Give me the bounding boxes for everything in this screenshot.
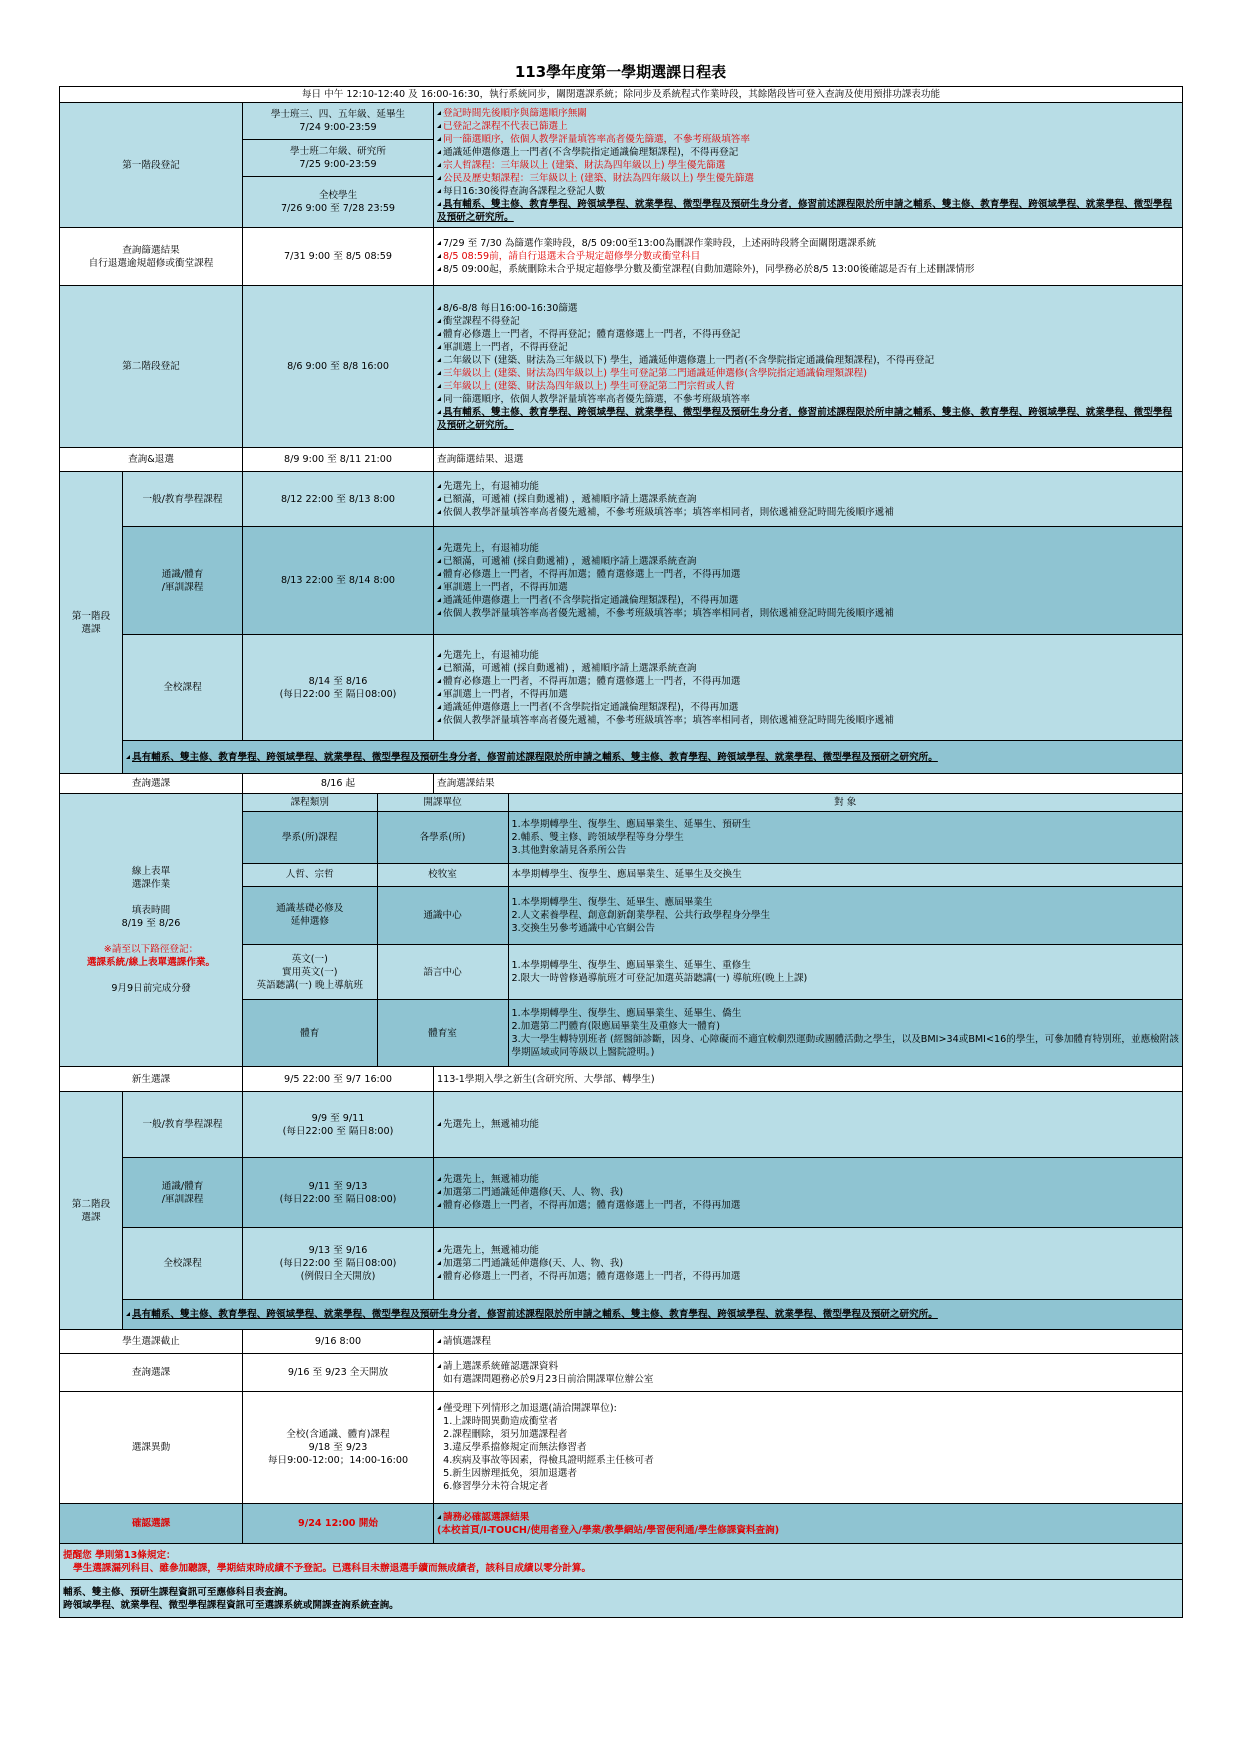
form-cat: 體育: [243, 1000, 377, 1066]
schedule-table: [59, 86, 1183, 1618]
freshman-time: 9/5 22:00 至 9/7 16:00: [243, 1067, 434, 1092]
phase1-sel-note-bold: 具有輔系、雙主修、教育學程、跨領域學程、就業學程、微型學程及預研生身分者，修習前述課程限於所申請之輔系、雙主修、教育學程、跨領域學程、就業學程、微型學程及預研之研究所。: [123, 741, 1183, 774]
bullet-icon: [437, 332, 441, 336]
phase2-sel-general-label: 一般/教育學程課程: [123, 1092, 243, 1158]
reminder: 提醒您 學則第13條規定： 學生選課漏列科目、雖參加聽課，學期結束時成績不予登記。已選科目未辦退選手續而無成績者，該科目成績以零分計算。: [60, 1544, 1183, 1580]
confirm-time: 9/24 12:00 開始: [243, 1504, 434, 1544]
phase1-sel-all-time: 8/14 至 8/16 (每日22:00 至 隔日08:00): [243, 635, 434, 741]
table-row: [243, 1000, 1182, 1066]
bullet-icon: [437, 150, 441, 154]
bullet-icon: [437, 137, 441, 141]
bullet-icon: [437, 718, 441, 722]
bullet-icon: [437, 559, 441, 563]
form-target: 1.本學期轉學生、復學生、應屆畢業生、延畢生、預研生 2.輔系、雙主修、跨領域學程等身分學生 3.其他對象請見各系所公告: [508, 812, 1182, 864]
schedule-page: [59, 58, 1182, 1618]
query-withdraw-time: 8/9 9:00 至 8/11 21:00: [243, 448, 434, 472]
bullet-icon: [437, 358, 441, 362]
table-row: [243, 864, 1182, 887]
bullet-icon: [437, 189, 441, 193]
bullet-icon: [437, 1339, 441, 1343]
query-sel-label: 查詢選課: [60, 774, 243, 794]
phase2-reg-time: 8/6 9:00 至 8/8 16:00: [243, 286, 434, 448]
paper-form-label: 線上表單 選課作業 填表時間 8/19 至 8/26 ※請至以下路徑登記： 選課系統/線上表單選課作業。 9月9日前完成分發: [60, 794, 243, 1067]
bullet-icon: [437, 598, 441, 602]
phase1-reg-label: 第一階段登記: [60, 103, 243, 228]
bullet-icon: [437, 124, 441, 128]
query-withdraw-note: 查詢篩選結果、退選: [434, 448, 1183, 472]
bullet-icon: [437, 1203, 441, 1207]
query-sel-note: 查詢選課結果: [434, 774, 1183, 794]
phase1-sel-all-label: 全校課程: [123, 635, 243, 741]
bullet-icon: [437, 1248, 441, 1252]
phase2-sel-note-bold: 具有輔系、雙主修、教育學程、跨領域學程、就業學程、微型學程及預研生身分者，修習前述課程限於所申請之輔系、雙主修、教育學程、跨領域學程、就業學程、微型學程及預研之研究所。: [123, 1300, 1183, 1330]
form-target: 1.本學期轉學生、復學生、應屆畢業生、延畢生、僑生 2.加選第二門體育(限應屆畢業生及重修大一體育) 3.大一學生轉特別班者 (經醫師診斷，因身、心障礙而不適宜較劇烈運動或團體活動之學生，以及BMI>34或BMI<16的學生，可參加體育特別班，並應檢附該學期區域或同等級以上醫院證明。): [508, 1000, 1182, 1066]
bullet-icon: [437, 1122, 441, 1126]
query1-notes: 7/29 至 7/30 為篩選作業時段，8/5 09:00至13:00為刪課作業時段，上述兩時段將全面關閉選課系統 8/5 08:59前，請自行退選未合乎規定超修學分數或衝堂科目 8/5 09:00起，系統刪除未合乎規定超修學分數及衝堂課程(自動加選除外)，同學務必於8/5 13:00後確認是否有上述刪課情形: [434, 228, 1183, 286]
confirm-label: 確認選課: [60, 1504, 243, 1544]
bullet-icon: [437, 484, 441, 488]
phase1-sel-gened-label: 通識/體育 /軍訓課程: [123, 527, 243, 635]
bullet-icon: [437, 653, 441, 657]
phase2-sel-gened-time: 9/11 至 9/13 (每日22:00 至 隔日08:00): [243, 1158, 434, 1228]
phase1-sel-general-label: 一般/教育學程課程: [123, 472, 243, 527]
freshman-label: 新生選課: [60, 1067, 243, 1092]
form-unit: 體育室: [377, 1000, 508, 1066]
bullet-icon: [437, 585, 441, 589]
phase2-sel-all-time: 9/13 至 9/16 (每日22:00 至 隔日08:00) (例假日全天開放): [243, 1228, 434, 1300]
change-label: 選課異動: [60, 1392, 243, 1504]
query-sel2-time: 9/16 至 9/23 全天開放: [243, 1354, 434, 1392]
bullet-icon: [437, 679, 441, 683]
phase2-reg-label: 第二階段登記: [60, 286, 243, 448]
freshman-note: 113-1學期入學之新生(含研究所、大學部、轉學生): [434, 1067, 1183, 1092]
form-unit: 各學系(所): [377, 812, 508, 864]
query-sel2-label: 查詢選課: [60, 1354, 243, 1392]
table-row: [243, 812, 1182, 864]
bullet-icon: [437, 510, 441, 514]
phase2-sel-general-time: 9/9 至 9/11 (每日22:00 至 隔日8:00): [243, 1092, 434, 1158]
form-unit: 通識中心: [377, 886, 508, 944]
bullet-icon: [437, 1190, 441, 1194]
deadline-label: 學生選課截止: [60, 1330, 243, 1354]
form-unit: 語言中心: [377, 945, 508, 1000]
bullet-icon: [437, 267, 441, 271]
bullet-icon: [437, 1515, 441, 1519]
bullet-icon: [437, 546, 441, 550]
paper-form-grid: [243, 794, 1183, 1067]
phase2-sel-general-notes: 先選先上，無遞補功能: [434, 1092, 1183, 1158]
phase1-sel-gened-notes: 先選先上，有退補功能 已額滿，可遞補 (採自動遞補) ，遞補順序請上選課系統查詢 體育必修選上一門者，不得再加選；體育選修選上一門者，不得再加選 軍訓選上一門者，不得再加選 通識延伸選修選上一門者(不含學院指定通識倫理類課程)，不得再加選 依個人教學評量填答率高者優先遞補，不參考班級填答率；填答率相同者，則依遞補登記時間先後順序遞補: [434, 527, 1183, 635]
form-target: 1.本學期轉學生、復學生、應屆畢業生、延畢生、重修生 2.限大一時曾修過導航班才可登記加選英語聽講(一) 導航班(晚上上課): [508, 945, 1182, 1000]
phase1-reg-sub2: 學士班二年級、研究所 7/25 9:00-23:59: [243, 140, 434, 177]
deadline-time: 9/16 8:00: [243, 1330, 434, 1354]
bullet-icon: [126, 1312, 130, 1316]
bullet-icon: [437, 572, 441, 576]
form-cat: 通識基礎必修及 延伸選修: [243, 886, 377, 944]
phase2-sel-label: 第二階段 選課: [60, 1092, 123, 1330]
bullet-icon: [437, 1177, 441, 1181]
header-note: 每日 中午 12:10-12:40 及 16:00-16:30，執行系統同步，關閉選課系統；除同步及系統程式作業時段，其餘階段皆可登入查詢及使用預排功課表功能: [60, 87, 1183, 103]
phase1-sel-all-notes: 先選先上，有退補功能 已額滿，可遞補 (採自動遞補) ，遞補順序請上選課系統查詢 體育必修選上一門者，不得再加選；體育選修選上一門者，不得再加選 軍訓選上一門者，不得再加選 通識延伸選修選上一門者(不含學院指定通識倫理類課程)，不得再加選 依個人教學評量填答率高者優先遞補，不參考班級填答率；填答率相同者，則依遞補登記時間先後順序遞補: [434, 635, 1183, 741]
page-title: 113學年度第一學期選課日程表: [514, 63, 727, 81]
change-time: 全校(含通識、體育)課程 9/18 至 9/23 每日9:00-12:00；14:00-16:00: [243, 1392, 434, 1504]
form-cat: 英文(一) 實用英文(一) 英語聽講(一) 晚上導航班: [243, 945, 377, 1000]
confirm-notes: 請務必確認選課結果 (本校首頁/I-TOUCH/使用者登入/學業/教學網站/學習便利通/學生修課資料查詢): [434, 1504, 1183, 1544]
query-sel-time: 8/16 起: [243, 774, 434, 794]
change-notes: 僅受理下列情形之加退選(請洽開課單位): 1.上課時間異動造成衝堂者 2.課程刪除，須另加選課程者 3.違反學系擋修規定而無法修習者 4.疾病及事故等因素，得檢具證明經系主任核可者 5.新生因辦理抵免，須加退選者 6.修習學分未符合規定者: [434, 1392, 1183, 1504]
form-header-category: 課程類別: [243, 794, 377, 812]
footer-note: 輔系、雙主修、預研生課程資訊可至應修科目表查詢。 跨領域學程、就業學程、微型學程課程資訊可至選課系統或開課查詢系統查詢。: [60, 1580, 1183, 1618]
bullet-icon: [437, 111, 441, 115]
phase2-sel-gened-label: 通識/體育 /軍訓課程: [123, 1158, 243, 1228]
bullet-icon: [437, 1406, 441, 1410]
query1-label: 查詢篩選結果 自行退選逾規超修或衝堂課程: [60, 228, 243, 286]
bullet-icon: [437, 384, 441, 388]
query-withdraw-label: 查詢&退選: [60, 448, 243, 472]
bullet-icon: [437, 371, 441, 375]
form-cat: 人哲、宗哲: [243, 864, 377, 887]
phase1-sel-general-notes: 先選先上，有退補功能 已額滿，可遞補 (採自動遞補) ，遞補順序請上選課系統查詢 依個人教學評量填答率高者優先遞補，不參考班級填答率；填答率相同者，則依遞補登記時間先後順序遞補: [434, 472, 1183, 527]
deadline-note: 請慎選課程: [434, 1330, 1183, 1354]
phase2-sel-all-notes: 先選先上，無遞補功能 加選第二門通識延伸選修(天、人、物、我) 體育必修選上一門者，不得再加選；體育選修選上一門者，不得再加選: [434, 1228, 1183, 1300]
bullet-icon: [437, 306, 441, 310]
bullet-icon: [437, 397, 441, 401]
phase1-reg-notes: 登記時間先後順序與篩選順序無關 已登記之課程不代表已篩選上 同一篩選順序，依個人教學評量填答率高者優先篩選，不參考班級填答率 通識延伸選修選上一門者(不含學院指定通識倫理類課程)，不得再登記 宗人哲課程：三年級以上 (建築、財法為四年級以上) 學生優先篩選 公民及歷史類課程：三年級以上 (建築、財法為四年級以上) 學生優先篩選 每日16:30後得查詢各課程之登記人數 具有輔系、雙主修、教育學程、跨領域學程、就業學程、微型學程及預研生身分者，修習前述課程限於所申請之輔系、雙主修、教育學程、跨領域學程、就業學程、微型學程及預研之研究所。: [434, 103, 1183, 228]
phase2-sel-all-label: 全校課程: [123, 1228, 243, 1300]
phase1-sel-label: 第一階段 選課: [60, 472, 123, 774]
phase1-reg-sub3: 全校學生 7/26 9:00 至 7/28 23:59: [243, 177, 434, 228]
form-header-target: 對 象: [508, 794, 1182, 812]
bullet-icon: [437, 410, 441, 414]
table-row: [243, 886, 1182, 944]
bullet-icon: [437, 241, 441, 245]
form-target: 1.本學期轉學生、復學生、延畢生、應屆畢業生 2.人文素養學程、創意創新創業學程、公共行政學程身分學生 3.交換生另參考通識中心官網公告: [508, 886, 1182, 944]
form-header-unit: 開課單位: [377, 794, 508, 812]
bullet-icon: [437, 176, 441, 180]
bullet-icon: [437, 254, 441, 258]
bullet-icon: [126, 755, 130, 759]
form-target: 本學期轉學生、復學生、應屆畢業生、延畢生及交換生: [508, 864, 1182, 887]
bullet-icon: [437, 345, 441, 349]
bullet-icon: [437, 692, 441, 696]
form-unit: 校牧室: [377, 864, 508, 887]
bullet-icon: [437, 1261, 441, 1265]
bullet-icon: [437, 611, 441, 615]
bullet-icon: [437, 666, 441, 670]
bullet-icon: [437, 202, 441, 206]
query1-time: 7/31 9:00 至 8/5 08:59: [243, 228, 434, 286]
query-sel2-notes: 請上選課系統確認選課資料 如有選課問題務必於9月23日前洽開課單位辦公室: [434, 1354, 1183, 1392]
phase1-sel-gened-time: 8/13 22:00 至 8/14 8:00: [243, 527, 434, 635]
phase1-reg-sub1: 學士班三、四、五年級、延畢生 7/24 9:00-23:59: [243, 103, 434, 140]
bullet-icon: [437, 497, 441, 501]
bullet-icon: [437, 1274, 441, 1278]
table-row: [243, 945, 1182, 1000]
bullet-icon: [437, 705, 441, 709]
bullet-icon: [437, 319, 441, 323]
form-cat: 學系(所)課程: [243, 812, 377, 864]
phase1-sel-general-time: 8/12 22:00 至 8/13 8:00: [243, 472, 434, 527]
bullet-icon: [437, 1364, 441, 1368]
phase2-sel-gened-notes: 先選先上，無遞補功能 加選第二門通識延伸選修(天、人、物、我) 體育必修選上一門者，不得再加選；體育選修選上一門者，不得再加選: [434, 1158, 1183, 1228]
phase2-reg-notes: 8/6-8/8 每日16:00-16:30篩選 衝堂課程不得登記 體育必修選上一門者，不得再登記；體育選修選上一門者，不得再登記 軍訓選上一門者，不得再登記 二年級以下 (建築、財法為三年級以下) 學生，通識延伸選修選上一門者(不含學院指定通識倫理類課程)，不得再登記 三年級以上 (建築、財法為四年級以上) 學生可登記第二門通識延伸選修(含學院指定通識倫理類課程) 三年級以上 (建築、財法為四年級以上) 學生可登記第二門宗哲或人哲 同一篩選順序，依個人教學評量填答率高者優先篩選，不參考班級填答率 具有輔系、雙主修、教育學程、跨領域學程、就業學程、微型學程及預研生身分者，修習前述課程限於所申請之輔系、雙主修、教育學程、跨領域學程、就業學程、微型學程及預研之研究所。: [434, 286, 1183, 448]
bullet-icon: [437, 163, 441, 167]
